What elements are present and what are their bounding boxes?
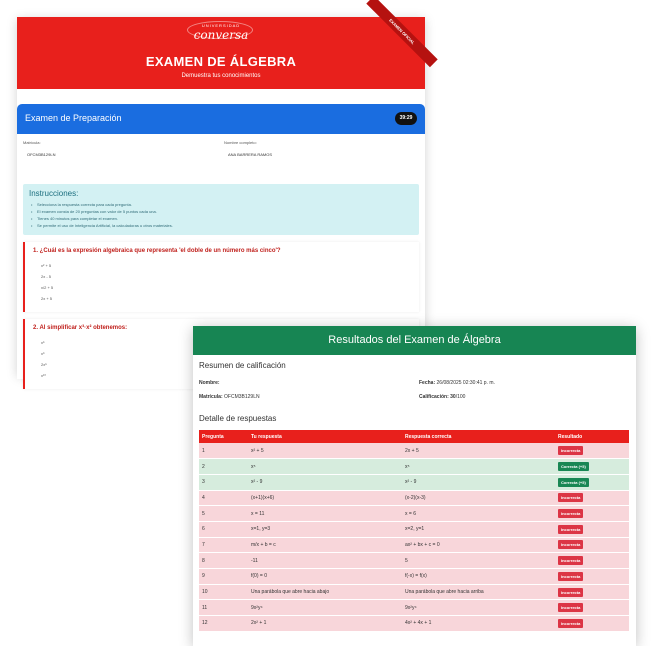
instructions-title: Instrucciones:: [29, 189, 79, 198]
question-number-cell: 10: [199, 584, 248, 600]
question-number-cell: 5: [199, 506, 248, 522]
exam-subtitle: Demuestra tus conocimientos: [181, 73, 261, 79]
column-header: Tu respuesta: [248, 430, 402, 443]
result-fecha-label: Fecha:: [419, 380, 436, 386]
result-badge: Incorrecta: [558, 556, 583, 565]
nombre-label: Nombre completo:: [224, 140, 257, 145]
table-row: [199, 490, 629, 506]
university-logo: [17, 23, 425, 42]
instructions-list: [29, 201, 413, 229]
result-badge: Incorrecta: [558, 588, 583, 597]
official-ribbon: EXAMEN OFICIAL: [366, 0, 437, 67]
table-row: [199, 537, 629, 553]
answer-option[interactable]: x⁶: [41, 351, 45, 356]
answer-option[interactable]: 2x⁵: [41, 362, 47, 367]
result-nombre-label: Nombre:: [199, 380, 220, 386]
exam-window: [17, 17, 425, 378]
your-answer-cell: x⁵: [248, 459, 402, 475]
instruction-item: • Se permite el uso de Inteligencia Artificial, la calculadoras u otros materiales.: [29, 222, 413, 229]
correct-answer-cell: 2x + 5: [402, 443, 555, 459]
your-answer-cell: x=1, y=3: [248, 521, 402, 537]
table-row: [199, 506, 629, 522]
answer-option[interactable]: x⁵: [41, 340, 45, 345]
question-number-cell: 12: [199, 616, 248, 632]
your-answer-cell: 2x² + 1: [248, 616, 402, 632]
table-row: [199, 553, 629, 569]
instruction-item: • El examen consta de 20 preguntas con valor de 5 puntos cada una.: [29, 208, 413, 215]
table-row: [199, 600, 629, 616]
table-header-row: [199, 430, 629, 443]
result-badge: Incorrecta: [558, 619, 583, 628]
column-header: Resultado: [555, 430, 629, 443]
result-cell: [555, 537, 629, 553]
question-number-cell: 8: [199, 553, 248, 569]
result-matricula-label: Matrícula:: [199, 394, 223, 400]
your-answer-cell: 9x²y⁴: [248, 600, 402, 616]
result-cell: [555, 584, 629, 600]
column-header: Respuesta correcta: [402, 430, 555, 443]
prep-card-header: [17, 104, 425, 134]
instruction-item: • Tienes 40 minutos para completar el examen.: [29, 215, 413, 222]
result-fecha: [419, 380, 495, 386]
table-row: [199, 474, 629, 490]
table-row: [199, 569, 629, 585]
your-answer-cell: (x+1)(x+6): [248, 490, 402, 506]
correct-answer-cell: x² - 9: [402, 474, 555, 490]
answer-option[interactable]: x² + 5: [41, 263, 52, 268]
correct-answer-cell: x = 6: [402, 506, 555, 522]
correct-answer-cell: Una parábola que abre hacia arriba: [402, 584, 555, 600]
timer-badge: 39:29: [395, 112, 417, 125]
matricula-input[interactable]: OFCM3B129LN: [27, 152, 56, 157]
result-cell: [555, 569, 629, 585]
answer-option[interactable]: x¹⁰: [41, 373, 46, 378]
result-badge: Incorrecta: [558, 540, 583, 549]
table-row: [199, 616, 629, 632]
logo-small-text: UNIVERSIDAD: [201, 23, 241, 28]
detail-title: Detalle de respuestas: [199, 414, 277, 423]
table-row: [199, 521, 629, 537]
results-window: [193, 326, 636, 646]
question-text: 1. ¿Cuál es la expresión algebraica que representa 'el doble de un número más cinco'?: [33, 248, 281, 254]
answers-table: [199, 430, 629, 632]
correct-answer-cell: x⁵: [402, 459, 555, 475]
result-calificacion: [419, 394, 465, 400]
question-number-cell: 11: [199, 600, 248, 616]
your-answer-cell: x² + 5: [248, 443, 402, 459]
result-badge: Incorrecta: [558, 446, 583, 455]
table-row: [199, 443, 629, 459]
your-answer-cell: f(0) = 0: [248, 569, 402, 585]
question-number-cell: 7: [199, 537, 248, 553]
result-calificacion-total: /100: [455, 394, 466, 400]
result-matricula-value: OFCM3B129LN: [224, 394, 260, 400]
result-cell: [555, 553, 629, 569]
correct-answer-cell: (x-2)(x-3): [402, 490, 555, 506]
result-cell: [555, 443, 629, 459]
result-cell: [555, 616, 629, 632]
logo-text: conversa: [193, 28, 249, 42]
matricula-label: Matrícula:: [23, 140, 41, 145]
result-nombre: [199, 380, 220, 386]
result-badge: Incorrecta: [558, 525, 583, 534]
instruction-item: • Selecciona la respuesta correcta para cada pregunta.: [29, 201, 413, 208]
your-answer-cell: -11: [248, 553, 402, 569]
your-answer-cell: x = 11: [248, 506, 402, 522]
table-row: [199, 584, 629, 600]
exam-title: EXAMEN DE ÁLGEBRA: [145, 54, 297, 69]
result-cell: [555, 490, 629, 506]
exam-hero-banner: [17, 17, 425, 89]
correct-answer-cell: 9x²y⁴: [402, 600, 555, 616]
question-number-cell: 9: [199, 569, 248, 585]
table-row: [199, 459, 629, 475]
question-number-cell: 6: [199, 521, 248, 537]
correct-answer-cell: 4x² + 4x + 1: [402, 616, 555, 632]
result-badge: Incorrecta: [558, 603, 583, 612]
question-number-cell: 4: [199, 490, 248, 506]
result-cell: [555, 521, 629, 537]
nombre-input[interactable]: ANA BARRERA RAMOS: [228, 152, 273, 157]
result-cell: [555, 474, 629, 490]
question-number-cell: 1: [199, 443, 248, 459]
correct-answer-cell: 5: [402, 553, 555, 569]
correct-answer-cell: x=2, y=1: [402, 521, 555, 537]
question-text: 2. Al simplificar x³·x² obtenemos:: [33, 325, 128, 331]
question-number-cell: 3: [199, 474, 248, 490]
question-card: [23, 242, 419, 312]
answer-option[interactable]: 2x + 5: [41, 296, 53, 301]
result-badge: Incorrecta: [558, 572, 583, 581]
result-cell: [555, 506, 629, 522]
results-title: Resultados del Examen de Álgebra: [193, 326, 636, 355]
correct-answer-cell: ax² + bx + c = 0: [402, 537, 555, 553]
correct-answer-cell: f(-x) = f(x): [402, 569, 555, 585]
result-badge: Incorrecta: [558, 509, 583, 518]
result-cell: [555, 459, 629, 475]
question-number-cell: 2: [199, 459, 248, 475]
column-header: Pregunta: [199, 430, 248, 443]
result-badge: Incorrecta: [558, 493, 583, 502]
result-badge: Correcta (+5): [558, 478, 589, 487]
answers-table-body: [199, 443, 629, 631]
result-fecha-value: 26/08/2025 02:30:41 p. m.: [436, 380, 495, 386]
answer-option[interactable]: 2x - 5: [41, 274, 52, 279]
result-badge: Correcta (+5): [558, 462, 589, 471]
answer-option[interactable]: x/2 + 5: [41, 285, 54, 290]
your-answer-cell: m/x + b = c: [248, 537, 402, 553]
result-cell: [555, 600, 629, 616]
result-calificacion-score: 30: [450, 394, 456, 400]
result-calificacion-label: Calificación:: [419, 394, 449, 400]
your-answer-cell: Una parábola que abre hacia abajo: [248, 584, 402, 600]
prep-card-title: Examen de Preparación: [25, 113, 122, 123]
instructions-box: [23, 184, 419, 235]
summary-title: Resumen de calificación: [199, 361, 286, 370]
result-matricula: [199, 394, 260, 400]
your-answer-cell: x² - 9: [248, 474, 402, 490]
